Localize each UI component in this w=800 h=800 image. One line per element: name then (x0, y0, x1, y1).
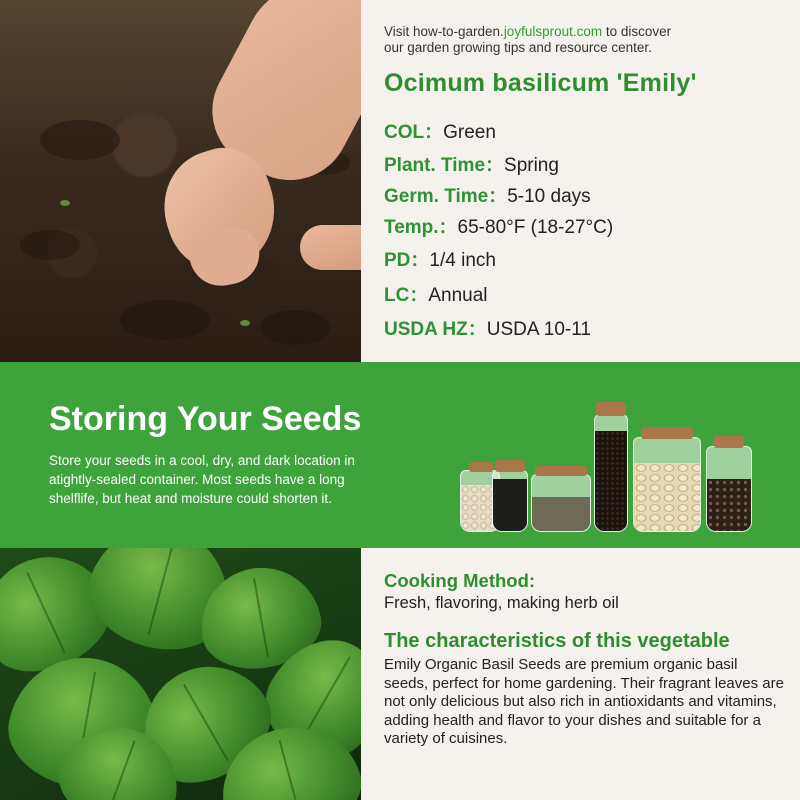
product-title: Ocimum basilicum 'Emily' (384, 69, 697, 97)
visit-suffix: to discover (602, 24, 672, 39)
characteristics-text: Emily Organic Basil Seeds are premium organic basil seeds, perfect for home gardening. Their fragrant leaves are not only delicious but also rich in antioxidants and vitamins, adding health and flavor to your dishes and suitable for a variety of cuisines. (384, 656, 784, 747)
spec-value: 1/4 inch (429, 250, 496, 271)
spec-usda-zone (384, 314, 591, 341)
spec-key: COL： (384, 122, 444, 143)
spec-life-cycle (384, 280, 488, 307)
spec-planting-depth (384, 245, 496, 272)
spec-key: Plant. Time： (384, 155, 505, 176)
visit-line-2: our garden growing tips and resource center. (384, 40, 652, 55)
spec-value: Green (443, 122, 496, 143)
basil-leaves-photo (0, 548, 361, 800)
visit-prefix: Visit how-to-garden. (384, 24, 504, 39)
top-section (0, 0, 800, 362)
characteristics-title: The characteristics of this vegetable (384, 630, 730, 652)
spec-germ-time (384, 181, 591, 208)
storage-band (0, 362, 800, 548)
cooking-title: Cooking Method: (384, 570, 536, 591)
soil-hand-photo (0, 0, 361, 362)
jar-squash-seeds (633, 437, 701, 532)
spec-value: 65-80°F (18-27°C) (457, 217, 614, 238)
spec-value: 5-10 days (507, 186, 591, 207)
cooking-text: Fresh, flavoring, making herb oil (384, 594, 619, 612)
spec-temperature (384, 212, 613, 239)
spec-color (384, 117, 496, 144)
visit-text (384, 24, 784, 56)
storage-title: Storing Your Seeds (49, 400, 362, 438)
spec-value: USDA 10-11 (486, 319, 591, 340)
spec-key: PD： (384, 250, 430, 271)
spec-plant-time (384, 150, 559, 177)
seed-jars-image (455, 382, 765, 532)
jar-tall-seeds (594, 414, 628, 532)
spec-key: LC： (384, 285, 429, 306)
jar-basil-seeds (531, 474, 591, 532)
spec-key: Germ. Time： (384, 186, 508, 207)
bottom-section (0, 548, 800, 800)
jar-mixed-seeds (706, 446, 752, 532)
second-hand-shape (300, 225, 361, 270)
spec-value: Annual (428, 285, 488, 306)
spec-value: Spring (504, 155, 559, 176)
spec-key: USDA HZ： (384, 319, 487, 340)
site-link[interactable]: joyfulsprout.com (503, 24, 603, 39)
jar-black-seeds (492, 470, 528, 532)
storage-text: Store your seeds in a cool, dry, and dark location in atightly-sealed container. Most seeds have a long shelflife, but heat and moisture could shorten it. (49, 453, 355, 506)
info-panel (384, 24, 784, 98)
spec-key: Temp.： (384, 217, 458, 238)
